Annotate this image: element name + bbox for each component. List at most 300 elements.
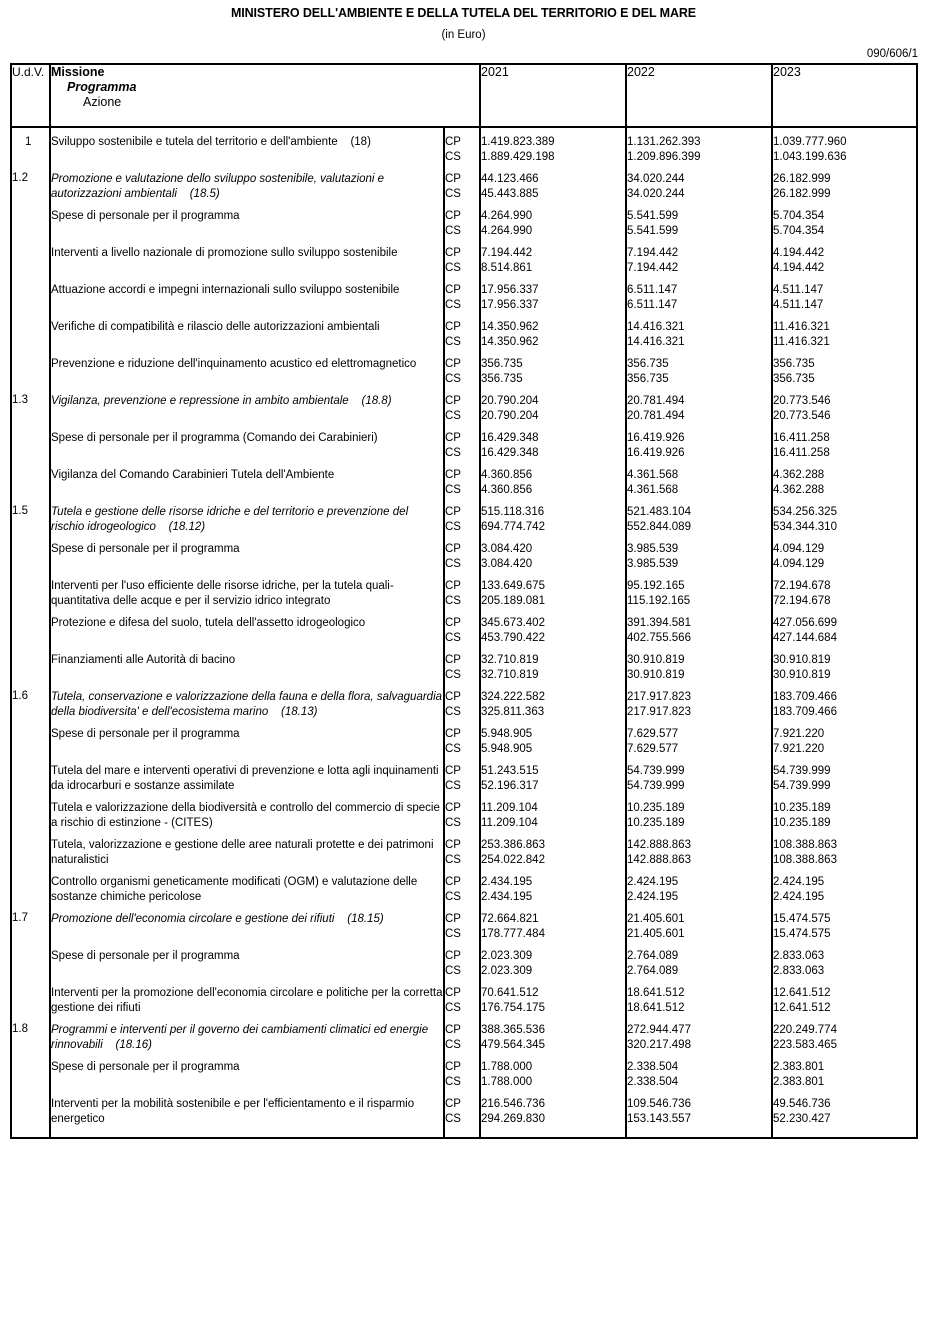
row-label: Finanziamenti alle Autorità di bacino (51, 654, 236, 666)
type-label-cs: CS (445, 743, 461, 755)
type-label-cp: CP (445, 617, 461, 629)
amount-cs: 45.443.885 (481, 188, 539, 200)
cell-amount-2021 (480, 720, 626, 757)
type-label-cs: CS (445, 817, 461, 829)
cell-amount-2023 (772, 979, 917, 1016)
amount-cs: 294.269.830 (481, 1113, 545, 1125)
type-label-cp: CP (445, 432, 461, 444)
cell-udv (12, 350, 50, 387)
cell-description-azione (50, 979, 444, 1016)
cell-udv: 1.8 (12, 1016, 50, 1053)
amount-cp: 72.664.821 (481, 913, 539, 925)
amount-cp: 7.629.577 (627, 728, 679, 740)
type-label-cp: CP (445, 1061, 461, 1073)
table-row (12, 757, 917, 794)
amount-cp: 20.773.546 (773, 395, 831, 407)
amount-cs: 2.764.089 (627, 965, 679, 977)
cell-description-azione (50, 646, 444, 683)
type-label-cp: CP (445, 580, 461, 592)
type-label-cp: CP (445, 395, 461, 407)
amount-cp: 5.704.354 (773, 210, 825, 222)
amount-cs: 427.144.684 (773, 632, 837, 644)
cell-amount-2022 (626, 831, 772, 868)
amount-cp: 20.790.204 (481, 395, 539, 407)
cell-description-azione (50, 868, 444, 905)
cell-amount-2022 (626, 572, 772, 609)
cell-amount-2023 (772, 831, 917, 868)
cell-amount-2021 (480, 498, 626, 535)
amount-cs: 178.777.484 (481, 928, 545, 940)
amount-cs: 108.388.863 (773, 854, 837, 866)
amount-cs: 694.774.742 (481, 521, 545, 533)
cell-udv (12, 868, 50, 905)
row-label: Vigilanza, prevenzione e repressione in ambito ambientale (51, 395, 349, 407)
cell-description-programma (50, 387, 444, 424)
amount-cs: 3.985.539 (627, 558, 679, 570)
amount-cs: 21.405.601 (627, 928, 685, 940)
amount-cp: 6.511.147 (627, 284, 678, 296)
row-label: Tutela, conservazione e valorizzazione della fauna e della flora, salvaguardia della biodiversita' e dell'ecosistema marino (51, 691, 443, 718)
amount-cp: 356.735 (481, 358, 523, 370)
column-header-udv: U.d.V. (12, 65, 50, 127)
cell-description-programma (50, 165, 444, 202)
table-row (12, 498, 917, 535)
amount-cp: 388.365.536 (481, 1024, 545, 1036)
budget-table-frame (10, 63, 918, 1139)
row-code: (18.16) (102, 1039, 152, 1051)
amount-cp: 1.788.000 (481, 1061, 533, 1073)
amount-cs: 18.641.512 (627, 1002, 685, 1014)
cell-type-labels (444, 350, 480, 387)
cell-amount-2023 (772, 424, 917, 461)
cell-amount-2022 (626, 868, 772, 905)
amount-cp: 4.094.129 (773, 543, 825, 555)
cell-amount-2023 (772, 942, 917, 979)
row-label: Spese di personale per il programma (Comando dei Carabinieri) (51, 432, 378, 444)
amount-cs: 12.641.512 (773, 1002, 831, 1014)
amount-cs: 32.710.819 (481, 669, 539, 681)
cell-type-labels (444, 1090, 480, 1127)
cell-amount-2023 (772, 239, 917, 276)
cell-type-labels (444, 831, 480, 868)
cell-type-labels (444, 387, 480, 424)
cell-amount-2021 (480, 868, 626, 905)
cell-amount-2022 (626, 350, 772, 387)
cell-amount-2022 (626, 1090, 772, 1127)
amount-cp: 2.833.063 (773, 950, 825, 962)
table-row (12, 831, 917, 868)
amount-cs: 20.781.494 (627, 410, 685, 422)
cell-udv (12, 794, 50, 831)
type-label-cs: CS (445, 706, 461, 718)
cell-amount-2021 (480, 979, 626, 1016)
amount-cp: 51.243.515 (481, 765, 539, 777)
amount-cp: 4.511.147 (773, 284, 824, 296)
amount-cp: 4.362.288 (773, 469, 825, 481)
amount-cp: 1.419.823.389 (481, 136, 555, 148)
type-label-cp: CP (445, 469, 461, 481)
amount-cp: 20.781.494 (627, 395, 685, 407)
amount-cs: 54.739.999 (627, 780, 685, 792)
cell-amount-2023 (772, 276, 917, 313)
cell-description-azione (50, 202, 444, 239)
amount-cp: 2.424.195 (627, 876, 679, 888)
amount-cp: 356.735 (627, 358, 669, 370)
amount-cs: 4.511.147 (773, 299, 824, 311)
cell-udv (12, 202, 50, 239)
table-row (12, 646, 917, 683)
cell-amount-2023 (772, 572, 917, 609)
type-label-cp: CP (445, 543, 461, 555)
table-row (12, 868, 917, 905)
cell-type-labels (444, 868, 480, 905)
cell-amount-2022 (626, 1053, 772, 1090)
cell-amount-2021 (480, 387, 626, 424)
amount-cs: 20.790.204 (481, 410, 539, 422)
amount-cp: 26.182.999 (773, 173, 831, 185)
cell-udv (12, 979, 50, 1016)
amount-cs: 11.416.321 (773, 336, 830, 348)
amount-cs: 2.023.309 (481, 965, 533, 977)
cell-type-labels (444, 424, 480, 461)
cell-amount-2021 (480, 1053, 626, 1090)
cell-amount-2022 (626, 313, 772, 350)
row-code: (18.12) (155, 521, 206, 533)
cell-amount-2021 (480, 350, 626, 387)
table-row (12, 461, 917, 498)
cell-amount-2023 (772, 794, 917, 831)
cell-udv (12, 942, 50, 979)
amount-cs: 54.739.999 (773, 780, 831, 792)
amount-cp: 10.235.189 (773, 802, 831, 814)
table-row (12, 535, 917, 572)
cell-udv: 1.7 (12, 905, 50, 942)
amount-cs: 52.230.427 (773, 1113, 831, 1125)
type-label-cp: CP (445, 247, 461, 259)
column-header-year-2022: 2022 (626, 65, 772, 127)
amount-cp: 391.394.581 (627, 617, 691, 629)
cell-description-azione (50, 1053, 444, 1090)
type-label-cp: CP (445, 210, 461, 222)
amount-cs: 1.043.199.636 (773, 151, 847, 163)
cell-type-labels (444, 127, 480, 165)
amount-cp: 216.546.736 (481, 1098, 545, 1110)
amount-cp: 2.764.089 (627, 950, 679, 962)
row-code: (18.13) (268, 706, 318, 718)
cell-amount-2021 (480, 127, 626, 165)
amount-cp: 7.194.442 (481, 247, 533, 259)
amount-cp: 142.888.863 (627, 839, 691, 851)
cell-description-azione (50, 720, 444, 757)
row-code: (18.15) (334, 913, 384, 925)
cell-type-labels (444, 905, 480, 942)
table-row (12, 424, 917, 461)
amount-cp: 220.249.774 (773, 1024, 837, 1036)
amount-cp: 30.910.819 (773, 654, 831, 666)
type-label-cs: CS (445, 225, 461, 237)
cell-amount-2023 (772, 202, 917, 239)
amount-cp: 16.419.926 (627, 432, 685, 444)
spacer-cell (12, 1127, 50, 1137)
type-label-cp: CP (445, 691, 461, 703)
type-label-cs: CS (445, 891, 461, 903)
type-label-cs: CS (445, 151, 461, 163)
cell-type-labels (444, 1016, 480, 1053)
type-label-cs: CS (445, 188, 461, 200)
cell-udv (12, 313, 50, 350)
row-code: (18.8) (348, 395, 392, 407)
cell-description-azione (50, 350, 444, 387)
cell-amount-2023 (772, 1090, 917, 1127)
cell-amount-2023 (772, 461, 917, 498)
cell-type-labels (444, 720, 480, 757)
amount-cp: 2.434.195 (481, 876, 533, 888)
row-label: Prevenzione e riduzione dell'inquinamento acustico ed elettromagnetico (51, 358, 417, 370)
type-label-cs: CS (445, 780, 461, 792)
cell-udv: 1.5 (12, 498, 50, 535)
row-label: Programmi e interventi per il governo dei cambiamenti climatici ed energie rinnovabili (51, 1024, 429, 1051)
cell-amount-2022 (626, 979, 772, 1016)
type-label-cp: CP (445, 950, 461, 962)
amount-cp: 4.194.442 (773, 247, 825, 259)
type-label-cs: CS (445, 1113, 461, 1125)
cell-description-programma (50, 683, 444, 720)
table-row (12, 1090, 917, 1127)
cell-udv (12, 424, 50, 461)
cell-description-programma (50, 498, 444, 535)
amount-cs: 1.209.896.399 (627, 151, 701, 163)
cell-amount-2023 (772, 868, 917, 905)
cell-amount-2022 (626, 461, 772, 498)
amount-cs: 14.416.321 (627, 336, 685, 348)
amount-cs: 4.360.856 (481, 484, 533, 496)
amount-cs: 356.735 (627, 373, 669, 385)
cell-amount-2022 (626, 1016, 772, 1053)
row-label: Attuazione accordi e impegni internazionali sullo sviluppo sostenibile (51, 284, 400, 296)
cell-amount-2021 (480, 1016, 626, 1053)
type-label-cp: CP (445, 173, 461, 185)
cell-udv: 1.2 (12, 165, 50, 202)
amount-cs: 26.182.999 (773, 188, 831, 200)
amount-cs: 4.264.990 (481, 225, 533, 237)
amount-cp: 15.474.575 (773, 913, 831, 925)
row-label: Controllo organismi geneticamente modificati (OGM) e valutazione delle sostanze chimiche pericolose (51, 876, 418, 903)
type-label-cs: CS (445, 669, 461, 681)
cell-type-labels (444, 498, 480, 535)
cell-amount-2022 (626, 609, 772, 646)
cell-amount-2023 (772, 127, 917, 165)
amount-cs: 14.350.962 (481, 336, 539, 348)
spacer-cell (626, 1127, 772, 1137)
cell-amount-2023 (772, 313, 917, 350)
spacer-cell (772, 1127, 917, 1137)
cell-amount-2021 (480, 313, 626, 350)
amount-cs: 10.235.189 (627, 817, 685, 829)
type-label-cp: CP (445, 913, 461, 925)
cell-amount-2022 (626, 646, 772, 683)
cell-amount-2021 (480, 683, 626, 720)
amount-cs: 52.196.317 (481, 780, 539, 792)
table-bottom-spacer (12, 1127, 917, 1137)
table-body (12, 127, 917, 1137)
amount-cp: 30.910.819 (627, 654, 685, 666)
cell-amount-2021 (480, 646, 626, 683)
row-label: Protezione e difesa del suolo, tutela dell'assetto idrogeologico (51, 617, 366, 629)
amount-cs: 7.194.442 (627, 262, 679, 274)
amount-cs: 223.583.465 (773, 1039, 837, 1051)
amount-cs: 4.361.568 (627, 484, 679, 496)
table-row (12, 202, 917, 239)
amount-cp: 11.209.104 (481, 802, 538, 814)
cell-type-labels (444, 609, 480, 646)
spacer-cell (444, 1127, 480, 1137)
cell-amount-2021 (480, 905, 626, 942)
amount-cs: 11.209.104 (481, 817, 538, 829)
table-row (12, 165, 917, 202)
amount-cs: 1.788.000 (481, 1076, 533, 1088)
table-row (12, 387, 917, 424)
cell-udv (12, 609, 50, 646)
amount-cs: 30.910.819 (627, 669, 685, 681)
cell-amount-2022 (626, 239, 772, 276)
cell-amount-2022 (626, 165, 772, 202)
row-label: Promozione dell'economia circolare e gestione dei rifiuti (51, 913, 335, 925)
type-label-cs: CS (445, 1076, 461, 1088)
amount-cs: 325.811.363 (481, 706, 545, 718)
amount-cs: 153.143.557 (627, 1113, 691, 1125)
type-label-cs: CS (445, 484, 461, 496)
row-label: Tutela e gestione delle risorse idriche e del territorio e prevenzione del rischio idrogeologico (51, 506, 409, 533)
spacer-cell (480, 1127, 626, 1137)
column-header-year-2023: 2023 (772, 65, 917, 127)
type-label-cp: CP (445, 728, 461, 740)
cell-udv (12, 572, 50, 609)
spacer-cell (50, 1127, 444, 1137)
cell-amount-2022 (626, 202, 772, 239)
amount-cp: 72.194.678 (773, 580, 831, 592)
amount-cp: 1.039.777.960 (773, 136, 847, 148)
amount-cs: 479.564.345 (481, 1039, 545, 1051)
cell-amount-2023 (772, 683, 917, 720)
table-row (12, 905, 917, 942)
cell-amount-2021 (480, 202, 626, 239)
amount-cp: 2.023.309 (481, 950, 533, 962)
table-row (12, 720, 917, 757)
amount-cp: 10.235.189 (627, 802, 685, 814)
amount-cp: 16.429.348 (481, 432, 539, 444)
amount-cs: 552.844.089 (627, 521, 691, 533)
cell-udv (12, 1090, 50, 1127)
table-row (12, 942, 917, 979)
cell-amount-2023 (772, 646, 917, 683)
cell-udv: 1.3 (12, 387, 50, 424)
cell-type-labels (444, 757, 480, 794)
type-label-cs: CS (445, 558, 461, 570)
amount-cp: 183.709.466 (773, 691, 837, 703)
amount-cp: 5.541.599 (627, 210, 679, 222)
row-label: Sviluppo sostenibile e tutela del territorio e dell'ambiente (51, 136, 338, 148)
type-label-cp: CP (445, 876, 461, 888)
amount-cp: 534.256.325 (773, 506, 837, 518)
row-label: Spese di personale per il programma (51, 543, 240, 555)
amount-cp: 70.641.512 (481, 987, 539, 999)
cell-type-labels (444, 239, 480, 276)
amount-cp: 4.360.856 (481, 469, 533, 481)
amount-cp: 109.546.736 (627, 1098, 691, 1110)
cell-udv (12, 239, 50, 276)
row-code: (18.5) (176, 188, 220, 200)
type-label-cs: CS (445, 928, 461, 940)
amount-cs: 2.833.063 (773, 965, 825, 977)
cell-amount-2021 (480, 609, 626, 646)
amount-cp: 18.641.512 (627, 987, 685, 999)
row-label: Tutela e valorizzazione della biodiversità e controllo del commercio di specie a rischio di estinzione - (CITES) (51, 802, 440, 829)
amount-cs: 356.735 (773, 373, 815, 385)
row-label: Spese di personale per il programma (51, 210, 240, 222)
amount-cp: 356.735 (773, 358, 815, 370)
amount-cp: 272.944.477 (627, 1024, 691, 1036)
cell-udv (12, 276, 50, 313)
type-label-cp: CP (445, 839, 461, 851)
cell-amount-2022 (626, 905, 772, 942)
row-code: (18) (337, 136, 371, 148)
cell-amount-2021 (480, 572, 626, 609)
cell-amount-2021 (480, 165, 626, 202)
type-label-cp: CP (445, 358, 461, 370)
ministry-title: MINISTERO DELL'AMBIENTE E DELLA TUTELA DEL TERRITORIO E DEL MARE (230, 6, 697, 20)
cell-amount-2022 (626, 720, 772, 757)
amount-cp: 44.123.466 (481, 173, 539, 185)
amount-cs: 254.022.842 (481, 854, 545, 866)
cell-description-azione (50, 424, 444, 461)
row-label: Spese di personale per il programma (51, 950, 240, 962)
amount-cp: 1.131.262.393 (627, 136, 701, 148)
amount-cs: 7.921.220 (773, 743, 825, 755)
type-label-cs: CS (445, 447, 461, 459)
cell-description-azione (50, 609, 444, 646)
cell-type-labels (444, 572, 480, 609)
cell-amount-2021 (480, 461, 626, 498)
amount-cs: 72.194.678 (773, 595, 831, 607)
type-label-cp: CP (445, 506, 461, 518)
amount-cp: 3.084.420 (481, 543, 533, 555)
cell-udv: 1.6 (12, 683, 50, 720)
table-row (12, 683, 917, 720)
amount-cs: 5.541.599 (627, 225, 679, 237)
cell-amount-2021 (480, 239, 626, 276)
cell-udv (12, 831, 50, 868)
type-label-cs: CS (445, 595, 461, 607)
table-row (12, 313, 917, 350)
cell-amount-2023 (772, 350, 917, 387)
cell-udv (12, 1053, 50, 1090)
cell-udv (12, 646, 50, 683)
cell-udv (12, 757, 50, 794)
amount-cp: 133.649.675 (481, 580, 545, 592)
cell-description-azione (50, 239, 444, 276)
amount-cs: 16.429.348 (481, 447, 539, 459)
row-label: Interventi per la promozione dell'economia circolare e politiche per la corretta gestione dei rifiuti (51, 987, 443, 1014)
page-code: 090/606/1 (866, 48, 918, 60)
amount-cs: 2.338.504 (627, 1076, 679, 1088)
type-label-cs: CS (445, 521, 461, 533)
type-label-cp: CP (445, 802, 461, 814)
amount-cs: 34.020.244 (627, 188, 685, 200)
amount-cp: 34.020.244 (627, 173, 685, 185)
column-header-programma: Programma (67, 80, 137, 94)
cell-description-programma (50, 1016, 444, 1053)
amount-cp: 2.383.801 (773, 1061, 825, 1073)
